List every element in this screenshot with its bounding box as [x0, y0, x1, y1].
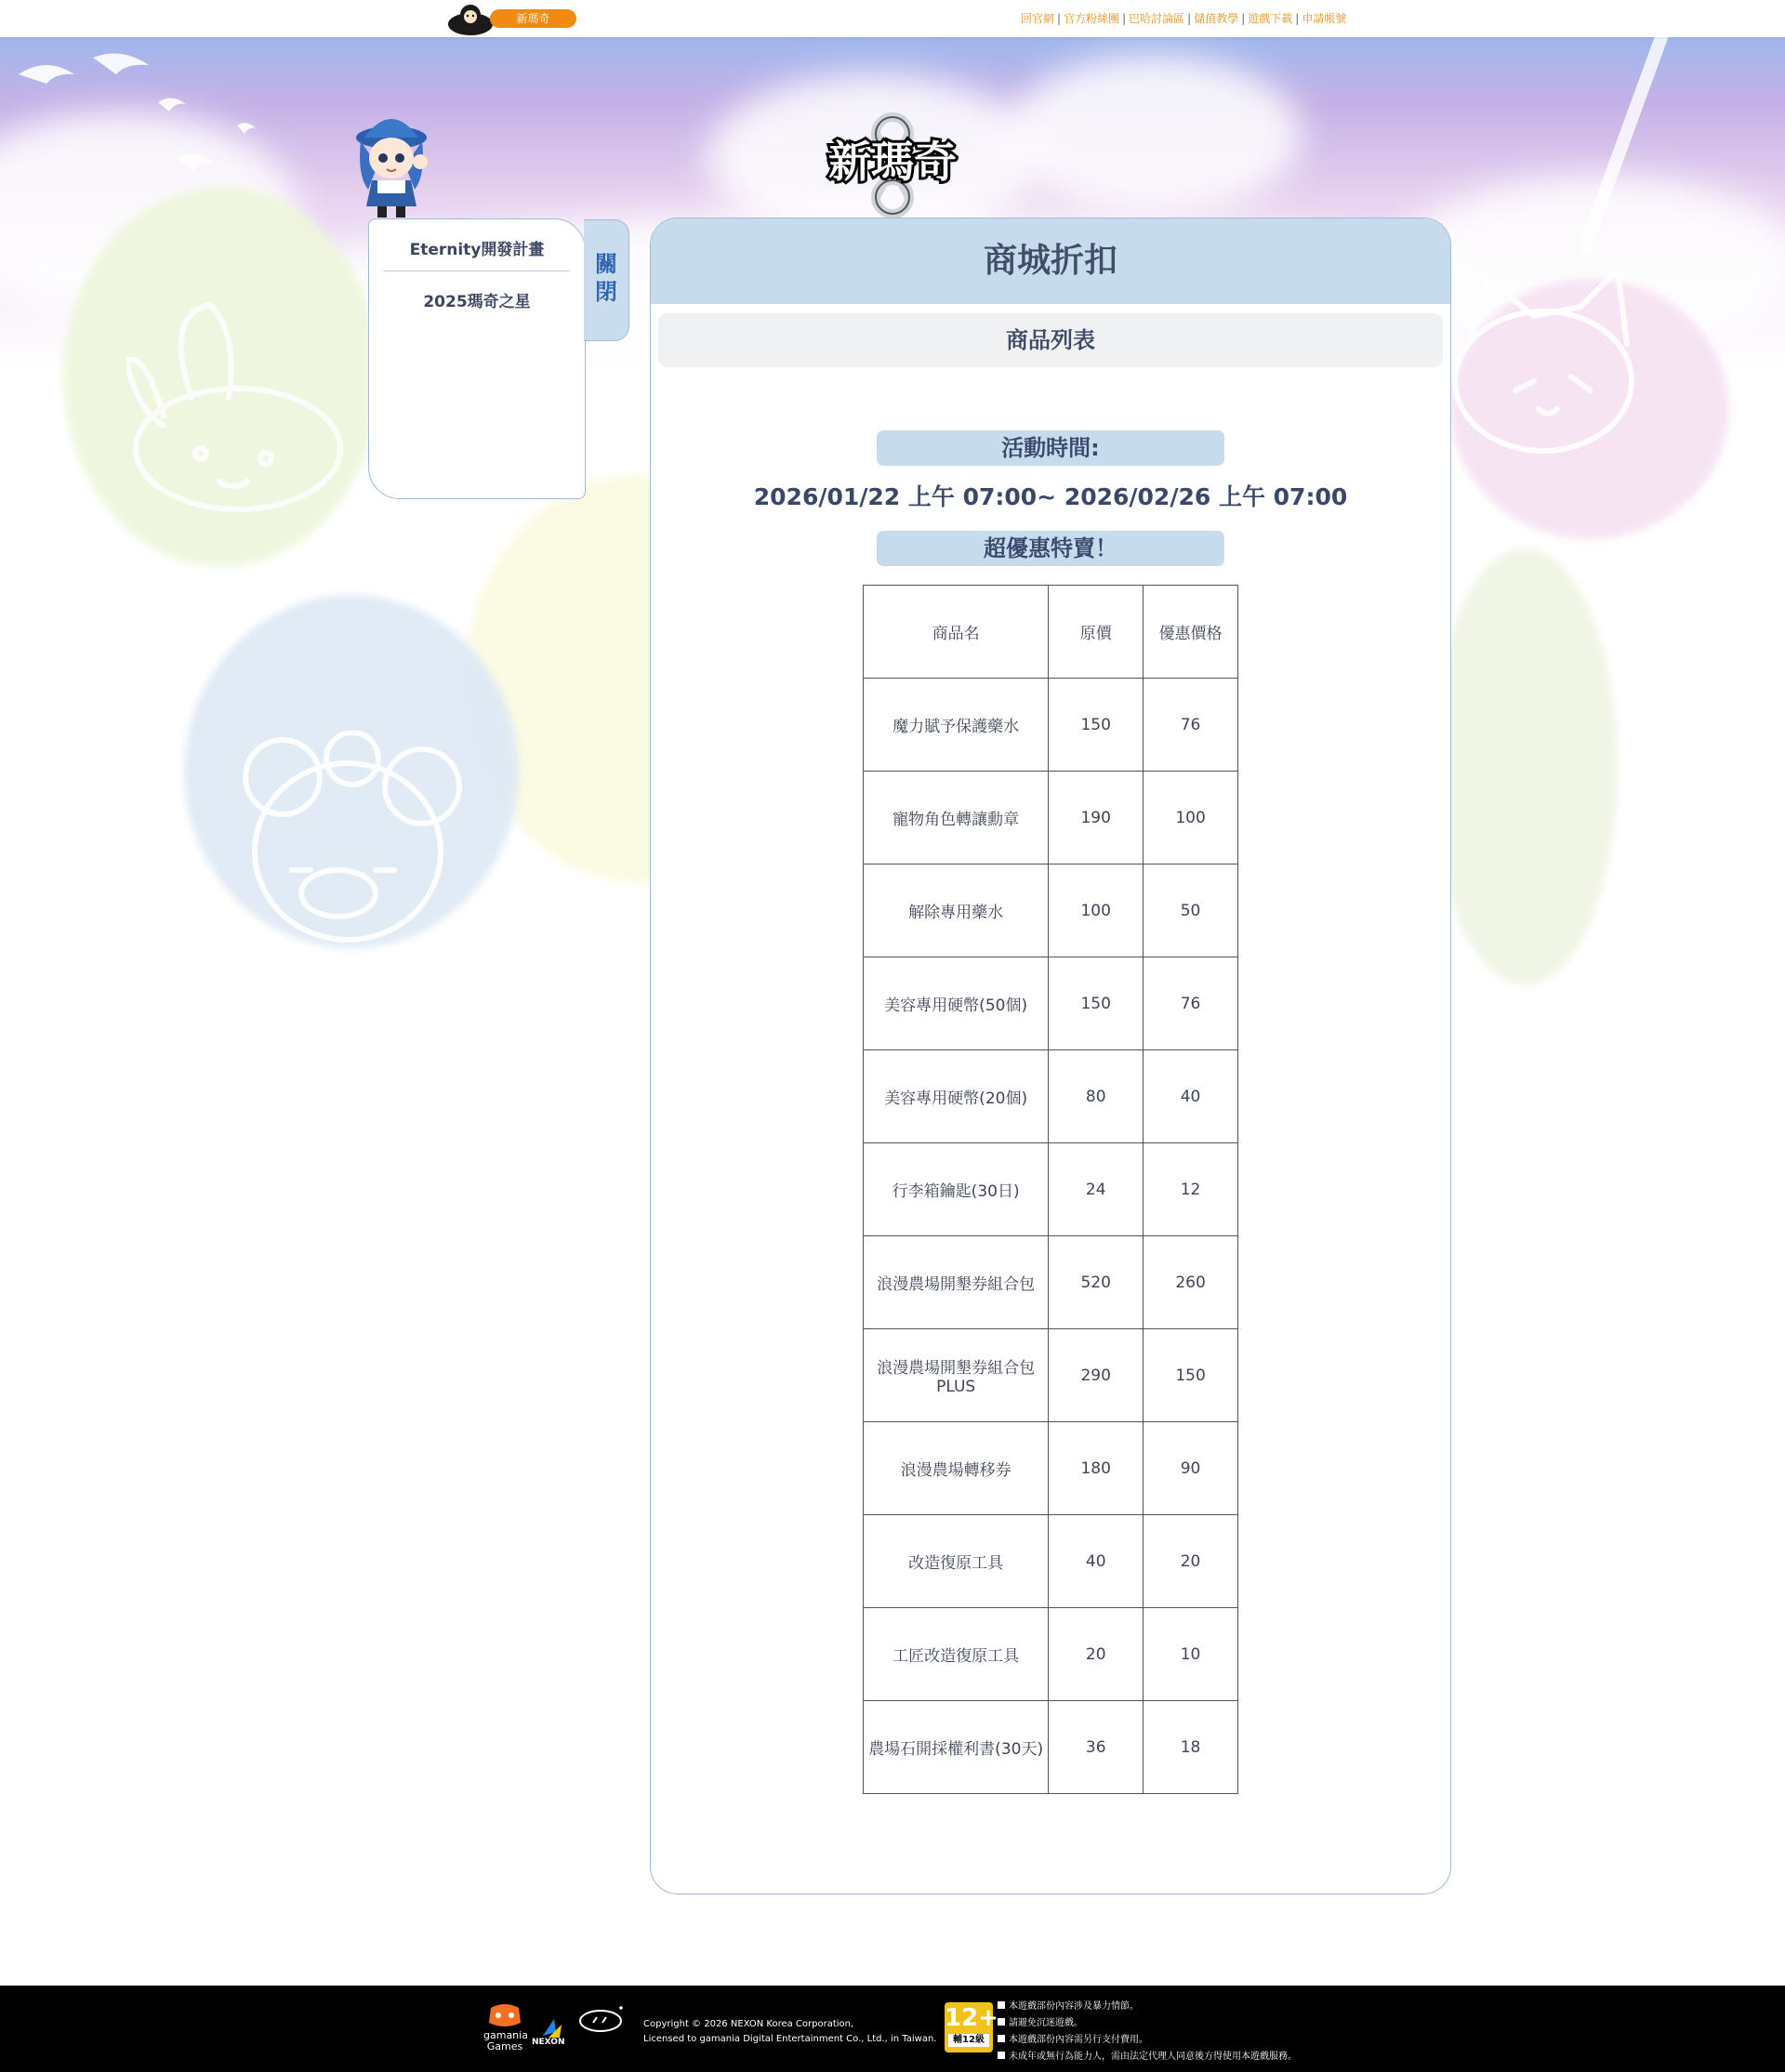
cell-item-name: 浪漫農場開墾券組合包PLUS [864, 1329, 1049, 1422]
event-period: 2026/01/22 上午 07:00~ 2026/02/26 上午 07:00 [753, 483, 1348, 510]
cell-item-name: 寵物角色轉讓勳章 [864, 772, 1049, 864]
notice-item: 未成年或無行為能力人，需由法定代理人同意後方得使用本遊戲服務。 [998, 2049, 1297, 2065]
game-logo [818, 110, 967, 221]
table-row [864, 679, 1238, 772]
cell-original-price: 36 [1049, 1701, 1144, 1794]
sidebar-item-eternity[interactable]: Eternity開發計畫 [384, 236, 570, 271]
age-rating-label: 輔12級 [948, 2034, 989, 2047]
table-body [864, 679, 1238, 1794]
link-game-download[interactable]: 遊戲下載 [1248, 12, 1293, 25]
game-notices [998, 1999, 1297, 2065]
cell-discount-price: 100 [1144, 772, 1238, 864]
table-header-row [864, 586, 1238, 679]
cell-item-name: 農場石開採權利書(30天) [864, 1701, 1049, 1794]
cell-discount-price: 76 [1144, 679, 1238, 772]
table-row [864, 772, 1238, 864]
cloud [1004, 56, 1302, 214]
table-row [864, 1143, 1238, 1236]
mascot-character [351, 110, 431, 219]
top-bar [0, 0, 1785, 37]
cell-original-price: 150 [1049, 957, 1144, 1050]
bunny-doodle-icon [126, 296, 377, 519]
bear-doodle-icon [236, 731, 469, 944]
cell-discount-price: 40 [1144, 1050, 1238, 1143]
cell-discount-price: 260 [1144, 1236, 1238, 1329]
table-row [864, 1422, 1238, 1515]
cell-original-price: 40 [1049, 1515, 1144, 1608]
table-row [864, 1515, 1238, 1608]
sale-label: 超優惠特賣！ [877, 531, 1224, 566]
cell-item-name: 解除專用藥水 [864, 864, 1049, 957]
footer [0, 1986, 1785, 2072]
link-topup-guide[interactable]: 儲值教學 [1194, 12, 1239, 25]
cell-item-name: 魔力賦予保護藥水 [864, 679, 1049, 772]
link-register-account[interactable]: 申請帳號 [1302, 12, 1347, 25]
developer-logo-icon[interactable] [578, 2006, 627, 2034]
cell-discount-price: 50 [1144, 864, 1238, 957]
cell-item-name: 浪漫農場轉移券 [864, 1422, 1049, 1515]
event-time-label: 活動時間: [877, 430, 1224, 466]
section-title: 商品列表 [658, 313, 1443, 367]
table-row [864, 1329, 1238, 1422]
age-rating-number: 12+ [945, 2004, 998, 2032]
table-row [864, 1701, 1238, 1794]
copyright-line: Copyright © 2026 NEXON Korea Corporation, [643, 2019, 854, 2029]
link-fan-page[interactable]: 官方粉絲團 [1064, 12, 1120, 25]
column-header-item-name: 商品名 [864, 586, 1049, 679]
cell-item-name: 美容專用硬幣(50個) [864, 957, 1049, 1050]
cell-discount-price: 18 [1144, 1701, 1238, 1794]
link-separator: | [1295, 12, 1300, 25]
cell-discount-price: 76 [1144, 957, 1238, 1050]
table-row [864, 1050, 1238, 1143]
top-links [1021, 10, 1346, 26]
cell-item-name: 行李箱鑰匙(30日) [864, 1143, 1049, 1236]
table-row [864, 864, 1238, 957]
cell-original-price: 290 [1049, 1329, 1144, 1422]
cell-original-price: 190 [1049, 772, 1144, 864]
background-blob [1432, 548, 1618, 985]
column-header-discount-price: 優惠價格 [1144, 586, 1238, 679]
cell-original-price: 24 [1049, 1143, 1144, 1236]
table-row [864, 1236, 1238, 1329]
link-separator: | [1057, 12, 1062, 25]
cell-discount-price: 10 [1144, 1608, 1238, 1701]
brand-mascot-logo[interactable] [446, 2, 495, 35]
cell-discount-price: 20 [1144, 1515, 1238, 1608]
link-separator: | [1122, 12, 1127, 25]
cell-discount-price: 150 [1144, 1329, 1238, 1422]
birds-icon [19, 46, 260, 195]
copyright-line: Licensed to gamania Digital Entertainment Co., Ltd., in Taiwan. [643, 2034, 937, 2044]
cell-item-name: 改造復原工具 [864, 1515, 1049, 1608]
main-panel [650, 218, 1451, 1894]
discount-table [863, 585, 1238, 1794]
cell-original-price: 100 [1049, 864, 1144, 957]
game-logo-text: 新瑪奇 [828, 137, 957, 187]
link-separator: | [1187, 12, 1192, 25]
panel-header [651, 218, 1450, 304]
table-row [864, 957, 1238, 1050]
column-header-original-price: 原價 [1049, 586, 1144, 679]
notice-item: 請避免沉迷遊戲。 [998, 2015, 1297, 2032]
cell-discount-price: 90 [1144, 1422, 1238, 1515]
cat-doodle-icon [1450, 270, 1646, 465]
copyright-text [643, 2017, 936, 2047]
cell-item-name: 浪漫農場開墾券組合包 [864, 1236, 1049, 1329]
notice-item: 本遊戲部份內容需另行支付費用。 [998, 2032, 1297, 2049]
cell-discount-price: 12 [1144, 1143, 1238, 1236]
nexon-logo-text: NEXON [532, 2038, 565, 2047]
age-rating-badge [945, 2002, 998, 2052]
cell-item-name: 工匠改造復原工具 [864, 1608, 1049, 1701]
link-separator: | [1241, 12, 1246, 25]
link-official-site[interactable]: 回官網 [1021, 12, 1055, 25]
cell-original-price: 520 [1049, 1236, 1144, 1329]
close-label: 關閉 [595, 251, 617, 305]
link-bahamut-forum[interactable]: 巴哈討論區 [1129, 12, 1185, 25]
cell-original-price: 150 [1049, 679, 1144, 772]
cell-original-price: 180 [1049, 1422, 1144, 1515]
page-title: 商城折扣 [983, 242, 1117, 280]
table-row [864, 1608, 1238, 1701]
cell-item-name: 美容專用硬幣(20個) [864, 1050, 1049, 1143]
notice-item: 本遊戲部份內容涉及暴力情節。 [998, 1999, 1297, 2015]
cell-original-price: 80 [1049, 1050, 1144, 1143]
sidebar-item-mabinogi-star[interactable]: 2025瑪奇之星 [423, 293, 531, 311]
cell-original-price: 20 [1049, 1608, 1144, 1701]
brand-label[interactable]: 新瑪奇 [490, 9, 576, 28]
sidebar-close-button[interactable] [584, 219, 629, 341]
sidebar-menu [368, 218, 586, 499]
gamania-logo-text: gamania Games [483, 2029, 528, 2052]
